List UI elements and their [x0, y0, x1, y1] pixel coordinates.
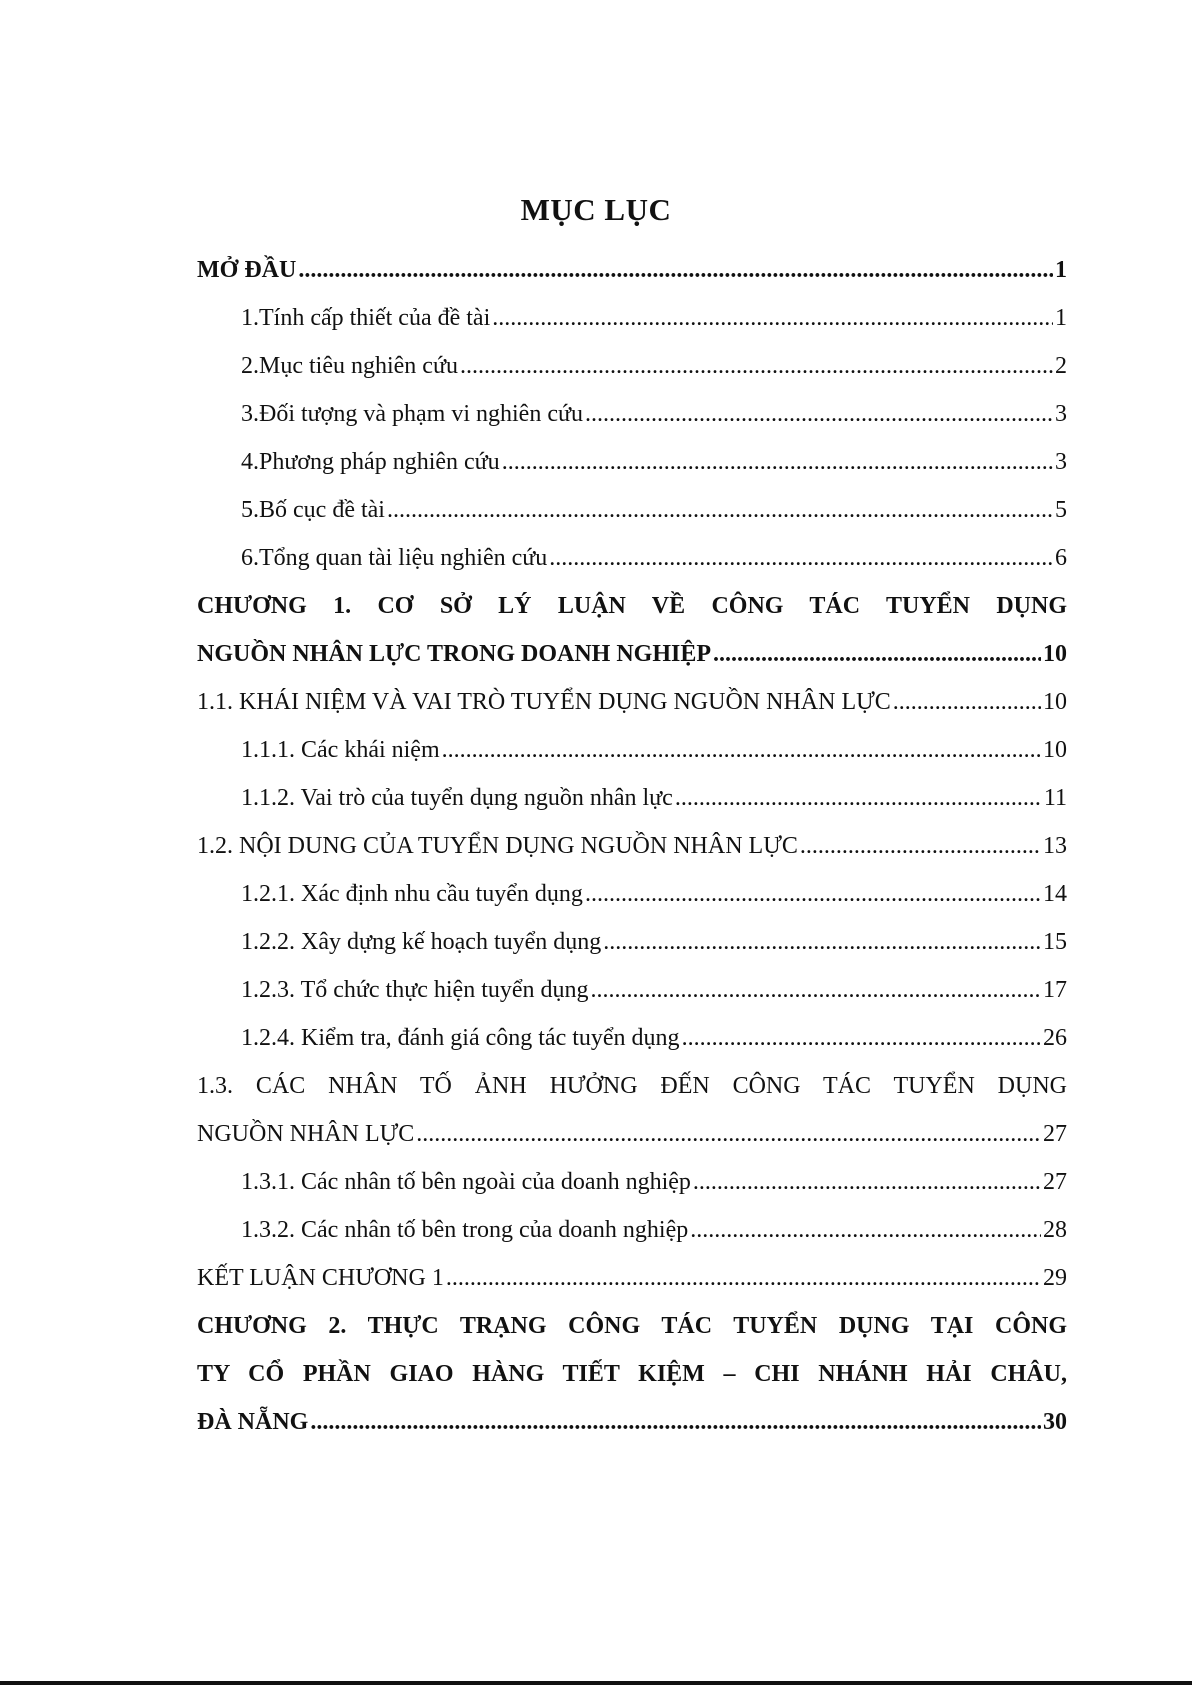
toc-entry-label: 6.Tổng quan tài liệu nghiên cứu — [241, 545, 548, 571]
toc-entry-page: 11 — [1043, 785, 1067, 811]
page-title: MỤC LỤC — [520, 192, 672, 227]
dot-leader — [446, 1254, 1041, 1302]
toc-entry-label: 1.3.1. Các nhân tố bên ngoài của doanh nghiệp — [241, 1169, 691, 1195]
toc-entry-label: ĐÀ NẴNG — [197, 1409, 309, 1435]
dot-leader — [387, 486, 1053, 534]
toc-entry-label: 4.Phương pháp nghiên cứu — [241, 449, 500, 475]
dot-leader — [585, 870, 1041, 918]
toc-entry-page: 27 — [1043, 1121, 1067, 1147]
toc-entry-page: 13 — [1043, 833, 1067, 859]
toc-entry[interactable] — [197, 246, 1067, 294]
toc-entry[interactable] — [197, 918, 1067, 966]
toc-entry[interactable] — [197, 1158, 1067, 1206]
toc-entry-label: KẾT LUẬN CHƯƠNG 1 — [197, 1265, 444, 1291]
toc-entry-page: 2 — [1055, 353, 1067, 379]
toc-entry-label: 5.Bố cục đề tài — [241, 497, 385, 523]
toc-entry-label: 2.Mục tiêu nghiên cứu — [241, 353, 458, 379]
toc-entry[interactable] — [197, 1014, 1067, 1062]
toc-entry[interactable] — [197, 1398, 1067, 1446]
toc-entry[interactable] — [197, 822, 1067, 870]
toc-entry-page: 3 — [1055, 449, 1067, 475]
dot-leader — [800, 822, 1041, 870]
dot-leader — [693, 1158, 1041, 1206]
dot-leader — [675, 774, 1042, 822]
toc-entry-label: NGUỒN NHÂN LỰC TRONG DOANH NGHIỆP — [197, 641, 712, 667]
toc-entry[interactable] — [197, 486, 1067, 534]
toc-entry-label: 1.2.1. Xác định nhu cầu tuyển dụng — [241, 881, 583, 907]
toc-entry-line[interactable]: 1.3. CÁC NHÂN TỐ ẢNH HƯỞNG ĐẾN CÔNG TÁC TUYỂN DỤNG — [197, 1073, 1067, 1099]
toc-entry[interactable] — [197, 390, 1067, 438]
toc-entry-label: NGUỒN NHÂN LỰC — [197, 1121, 415, 1147]
toc-entry[interactable] — [197, 1110, 1067, 1158]
toc-entry-page: 5 — [1055, 497, 1067, 523]
toc-entry-label: 1.Tính cấp thiết của đề tài — [241, 305, 491, 331]
toc-entry[interactable] — [197, 342, 1067, 390]
dot-leader — [460, 342, 1053, 390]
dot-leader — [591, 966, 1041, 1014]
dot-leader — [502, 438, 1053, 486]
dot-leader — [893, 678, 1041, 726]
dot-leader — [492, 294, 1053, 342]
toc-entry[interactable] — [197, 438, 1067, 486]
toc-entry-label: 1.2. NỘI DUNG CỦA TUYỂN DỤNG NGUỒN NHÂN LỰC — [197, 833, 798, 859]
dot-leader — [713, 630, 1041, 678]
dot-leader — [690, 1206, 1041, 1254]
toc-entry-page: 26 — [1043, 1025, 1067, 1051]
toc-entry-page: 15 — [1043, 929, 1067, 955]
toc-entry[interactable] — [197, 678, 1067, 726]
toc-entry-page: 17 — [1043, 977, 1067, 1003]
toc-entry-label: MỞ ĐẦU — [197, 257, 297, 283]
toc-entry-page: 28 — [1043, 1217, 1067, 1243]
toc-entry[interactable] — [197, 966, 1067, 1014]
toc-entry-page: 10 — [1043, 641, 1067, 667]
dot-leader — [585, 390, 1053, 438]
toc-entry-label: 1.2.2. Xây dựng kế hoạch tuyển dụng — [241, 929, 602, 955]
toc-entry[interactable] — [197, 726, 1067, 774]
toc-entry-label: 1.2.4. Kiểm tra, đánh giá công tác tuyển dụng — [241, 1025, 680, 1051]
toc-entry[interactable] — [197, 294, 1067, 342]
bottom-edge-rule — [0, 1681, 1192, 1685]
toc-entry-page: 6 — [1055, 545, 1067, 571]
toc-entry-line[interactable]: TY CỔ PHẦN GIAO HÀNG TIẾT KIỆM – CHI NHÁNH HẢI CHÂU, — [197, 1361, 1067, 1387]
toc-entry[interactable] — [197, 1206, 1067, 1254]
toc-entry[interactable] — [197, 630, 1067, 678]
toc-entry-page: 14 — [1043, 881, 1067, 907]
toc-entry[interactable] — [197, 774, 1067, 822]
toc-entry-label: 1.3.2. Các nhân tố bên trong của doanh nghiệp — [241, 1217, 689, 1243]
toc-entry-page: 1 — [1055, 305, 1067, 331]
dot-leader — [310, 1398, 1041, 1446]
toc-entry-label: 3.Đối tượng và phạm vi nghiên cứu — [241, 401, 583, 427]
toc-entry-label: 1.2.3. Tổ chức thực hiện tuyển dụng — [241, 977, 589, 1003]
toc-entry[interactable] — [197, 870, 1067, 918]
dot-leader — [298, 246, 1053, 294]
toc-entry-page: 27 — [1043, 1169, 1067, 1195]
toc-entry-page: 1 — [1055, 257, 1067, 283]
toc-entry-page: 29 — [1043, 1265, 1067, 1291]
dot-leader — [549, 534, 1053, 582]
dot-leader — [682, 1014, 1041, 1062]
toc-entry-line[interactable]: CHƯƠNG 2. THỰC TRẠNG CÔNG TÁC TUYỂN DỤNG TẠI CÔNG — [197, 1313, 1067, 1339]
toc-entry-page: 30 — [1043, 1409, 1067, 1435]
toc-entry[interactable] — [197, 1254, 1067, 1302]
toc-entry-label: 1.1.1. Các khái niệm — [241, 737, 440, 763]
toc-entry-label: 1.1. KHÁI NIỆM VÀ VAI TRÒ TUYỂN DỤNG NGUỒN NHÂN LỰC — [197, 689, 891, 715]
dot-leader — [416, 1110, 1041, 1158]
dot-leader — [603, 918, 1041, 966]
toc-entry[interactable] — [197, 534, 1067, 582]
toc-entry-page: 3 — [1055, 401, 1067, 427]
toc-entry-page: 10 — [1043, 737, 1067, 763]
toc-entry-line[interactable]: CHƯƠNG 1. CƠ SỞ LÝ LUẬN VỀ CÔNG TÁC TUYỂN DỤNG — [197, 593, 1067, 619]
toc-entry-label: 1.1.2. Vai trò của tuyển dụng nguồn nhân lực — [241, 785, 673, 811]
toc-entry-page: 10 — [1043, 689, 1067, 715]
dot-leader — [442, 726, 1041, 774]
table-of-contents — [197, 246, 1067, 1446]
